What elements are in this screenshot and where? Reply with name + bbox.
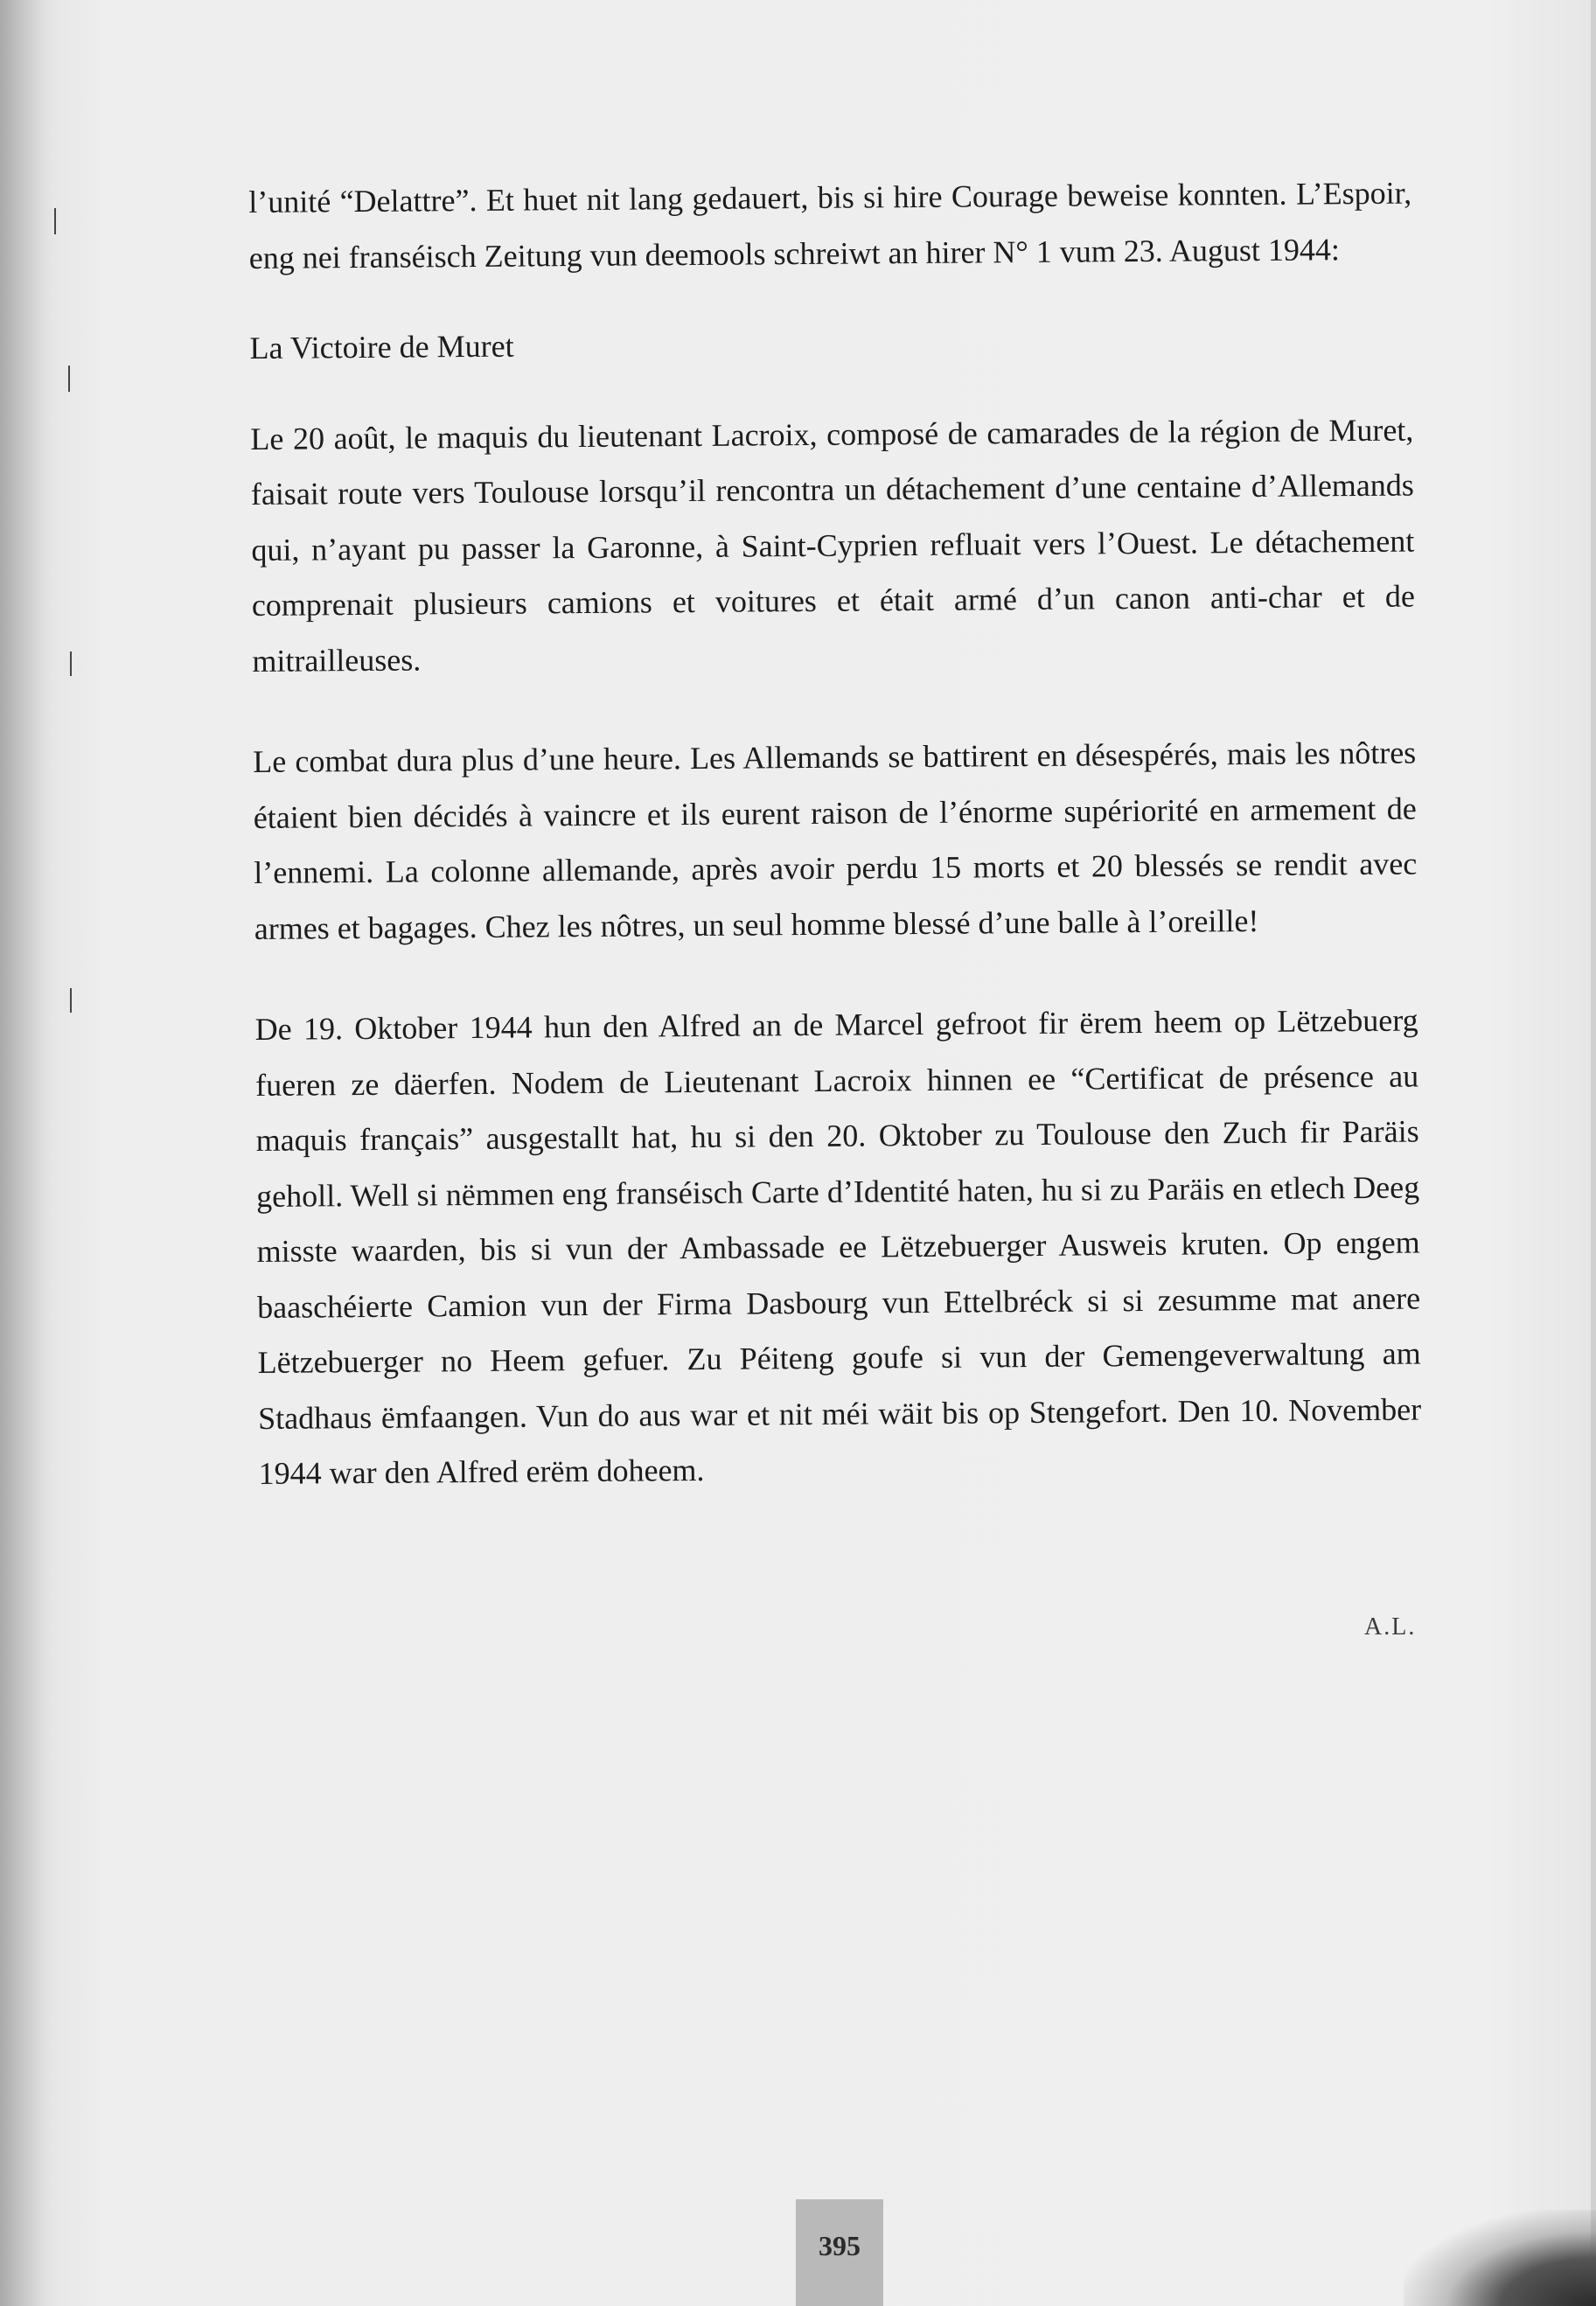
author-initials: A.L. bbox=[1364, 1613, 1417, 1641]
article-title: La Victoire de Muret bbox=[249, 328, 514, 366]
corner-shadow bbox=[1404, 2210, 1596, 2306]
binding-shadow bbox=[0, 0, 52, 2306]
paragraph-combat: Le combat dura plus d’une heure. Les Allemands se battirent en désespérés, mais les nôtres étaient bien décidés à vaincre et ils eurent raison de l’énorme supériorité en armement de l’ennemi. La colonne allemande, après avoir perdu 15 morts et 20 blessés se rendit avec armes et bagages. Chez les nôtres, un seul homme blessé d’une balle à l’oreille! bbox=[253, 735, 1418, 946]
margin-mark bbox=[70, 988, 72, 1013]
paragraph-detachment: Le 20 août, le maquis du lieutenant Lacroix, composé de camarades de la région de Muret, faisait route vers Toulouse lorsqu’il rencontra un détachement d’une centaine d’Allemands qui, n’ayant pu passer la Garonne, à Saint-Cyprien refluait vers l’Ouest. Le détachement comprenait plusieurs camions et voitures et était armé d’un canon anti-char et de mitrailleuses. bbox=[250, 412, 1415, 679]
page-number: 395 bbox=[819, 2230, 861, 2261]
body-text bbox=[248, 166, 1422, 1502]
margin-mark bbox=[70, 651, 72, 676]
margin-mark bbox=[54, 208, 56, 234]
paragraph-return: De 19. Oktober 1944 hun den Alfred an de Marcel gefroot fir ërem heem op Lëtzebuerg fueren ze däerfen. Nodem de Lieutenant Lacroix hinnen ee “Certificat de présence au maquis français” ausgestallt hat, hu si den 20. Oktober zu Toulouse den Zuch fir Paräis geholl. Well si nëmmen eng franséisch Carte d’Identité haten, hu si zu Paräis en etlech Deeg misste waarden, bis si vun der Ambassade ee Lëtzebuerger Ausweis kruten. Op engem baaschéierte Camion vun der Firma Dasbourg vun Ettelbréck si si zesumme mat anere Lëtzebuerger no Heem gefuer. Zu Péiteng goufe si vun der Gemengeverwaltung am Stadhaus ëmfaangen. Vun do aus war et nit méi wäit bis op Stengefort. Den 10. November 1944 war den Alfred erëm doheem. bbox=[254, 1002, 1422, 1491]
page-number-tab bbox=[796, 2199, 883, 2306]
paragraph-intro: l’unité “Delattre”. Et huet nit lang gedauert, bis si hire Courage beweise konnten. L’Espoir, eng nei franséisch Zeitung vun deemools schreiwt an hirer N° 1 vum 23. August 1944: bbox=[248, 175, 1412, 275]
page-edge bbox=[1591, 0, 1596, 2306]
margin-mark bbox=[68, 366, 70, 392]
